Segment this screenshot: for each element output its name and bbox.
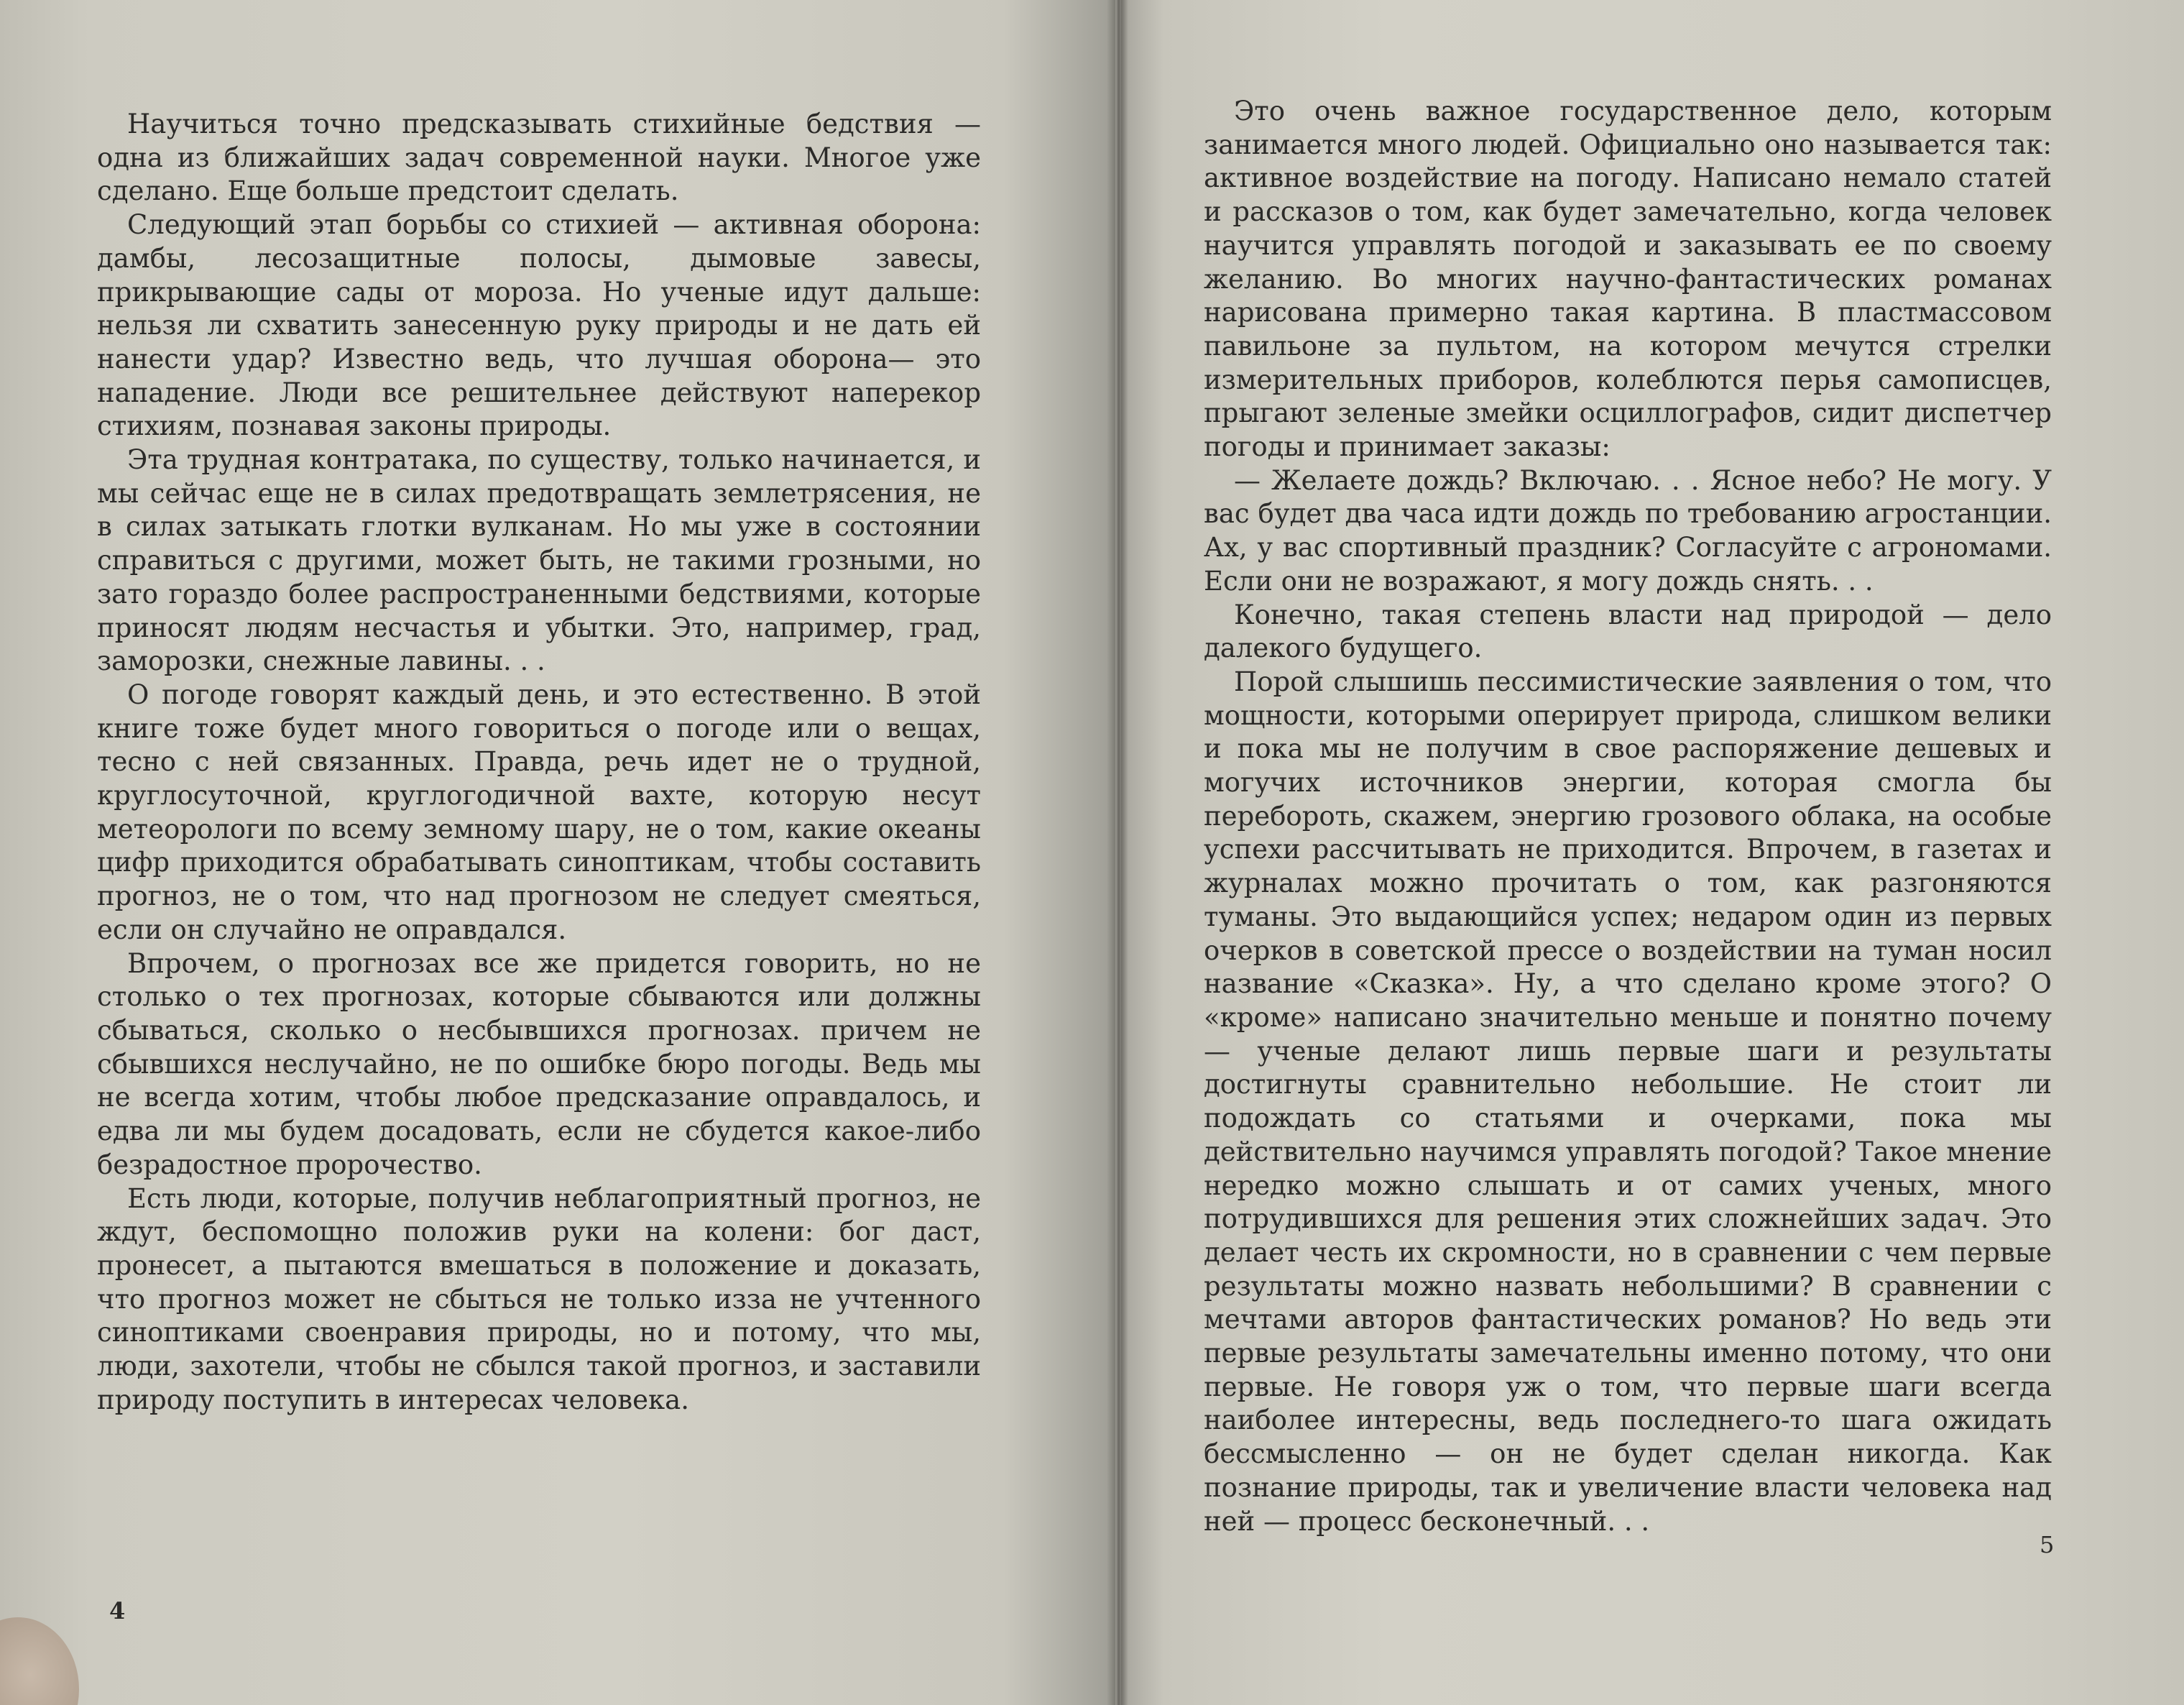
left-paragraph-5: Впрочем, о прогнозах все же придется говорить, но не столько о тех прогнозах, которые сбываются или должны сбываться, сколько о несбывшихся прогнозах. причем не сбывшихся неслучайно, не по ошибке бюро погоды. Ведь мы не всегда хотим, чтобы любое предсказание оправдалось, и едва ли мы будем досадовать, если не сбудется какое-либо безрадостное пророчество. bbox=[97, 947, 981, 1180]
left-paragraph-4: О погоде говорят каждый день, и это естественно. В этой книге тоже будет много говориться о погоде или о вещах, тесно с ней связанных. Правда, речь идет не о трудной, круглосуточной, круглогодичной вахте, которую несут метеорологи по всему земному шару, не о том, какие океаны цифр приходится обрабатывать синоптикам, чтобы составить прогноз, не о том, что над прогнозом не следует смеяться, если он случайно не оправдался. bbox=[97, 679, 981, 945]
right-paragraph-2: — Желаете дождь? Включаю. . . Ясное небо? Не могу. У вас будет два часа идти дождь по требованию агростанции. Ах, у вас спортивный праздник? Согласуйте с агрономами. Если они не возражают, я могу дождь снять. . . bbox=[1204, 464, 2052, 597]
left-page-text bbox=[97, 108, 981, 1417]
left-paragraph-1: Научиться точно предсказывать стихийные бедствия — одна из ближайших задач современной науки. Многое уже сделано. Еще больше предстоит сделать. bbox=[97, 109, 981, 207]
right-paragraph-4: Порой слышишь пессимистические заявления о том, что мощности, которыми оперирует природа, слишком велики и пока мы не получим в свое распоряжение дешевых и могучих источников энергии, которая смогла бы перебороть, скажем, энергию грозового облака, на особые успехи рассчитывать не приходится. Впрочем, в газетах и журналах можно прочитать о том, как разгоняются туманы. Это выдающийся успех; недаром один из первых очерков в советской прессе о воздействии на туман носил название «Сказка». Ну, а что сделано кроме этого? О «кроме» написано значительно меньше и понятно почему — ученые делают лишь первые шаги и результаты достигнуты сравнительно небольшие. Не стоит ли подождать со статьями и очерками, пока мы действительно научимся управлять погодой? Такое мнение нередко можно слышать и от самих ученых, много потрудившихся для решения этих сложнейших задач. Это делает честь их скромности, но в сравнении с чем первые результаты можно назвать небольшими? В сравнении с мечтами авторов фантастических романов? Но ведь эти первые результаты замечательны именно потому, что они первые. Не говоря уж о том, что первые шаги всегда наиболее интересны, ведь последнего-то шага ожидать бессмысленно — он не будет сделан никогда. Как познание природы, так и увеличение власти человека над ней — процесс бесконечный. . . bbox=[1204, 666, 2052, 1537]
right-page bbox=[1121, 0, 2184, 1705]
right-page-number: 5 bbox=[2040, 1531, 2055, 1558]
left-paragraph-6: Есть люди, которые, получив неблагоприятный прогноз, не ждут, беспомощно положив руки на колени: бог даст, пронесет, а пытаются вмешаться в положение и доказать, что прогноз может не сбыться не только изза не учтенного синоптиками своенравия природы, но и потому, что мы, люди, захотели, чтобы не сбылся такой прогноз, и заставили природу поступить в интересах человека. bbox=[97, 1182, 981, 1415]
book-gutter bbox=[1107, 0, 1128, 1705]
left-paragraph-3: Эта трудная контратака, по существу, только начинается, и мы сейчас еще не в силах предотвращать землетрясения, не в силах затыкать глотки вулканам. Но мы уже в состоянии справиться с другими, может быть, не такими грозными, но зато гораздо более распространенными бедствиями, которые приносят людям несчастья и убытки. Это, например, град, заморозки, снежные лавины. . . bbox=[97, 444, 981, 677]
right-page-text bbox=[1204, 95, 2052, 1538]
left-page-number: 4 bbox=[109, 1597, 126, 1624]
right-paragraph-1: Это очень важное государственное дело, которым занимается много людей. Официально оно называется так: активное воздействие на погоду. Написано немало статей и рассказов о том, как будет замечательно, когда человек научится управлять погодой и заказывать ее по своему желанию. Во многих научно-фантастических романах нарисована примерно такая картина. В пластмассовом павильоне за пультом, на котором мечутся стрелки измерительных приборов, колеблются перья самописцев, прыгают зеленые змейки осциллографов, сидит диспетчер погоды и принимает заказы: bbox=[1204, 96, 2052, 463]
left-paragraph-2: Следующий этап борьбы со стихией — активная оборона: дамбы, лесозащитные полосы, дымовые завесы, прикрывающие сады от мороза. Но ученые идут дальше: нельзя ли схватить занесенную руку природы и не дать ей нанести удар? Известно ведь, что лучшая оборона— это нападение. Люди все решительнее действуют наперекор стихиям, познавая законы природы. bbox=[97, 209, 981, 442]
right-paragraph-3: Конечно, такая степень власти над природой — дело далекого будущего. bbox=[1204, 599, 2052, 664]
